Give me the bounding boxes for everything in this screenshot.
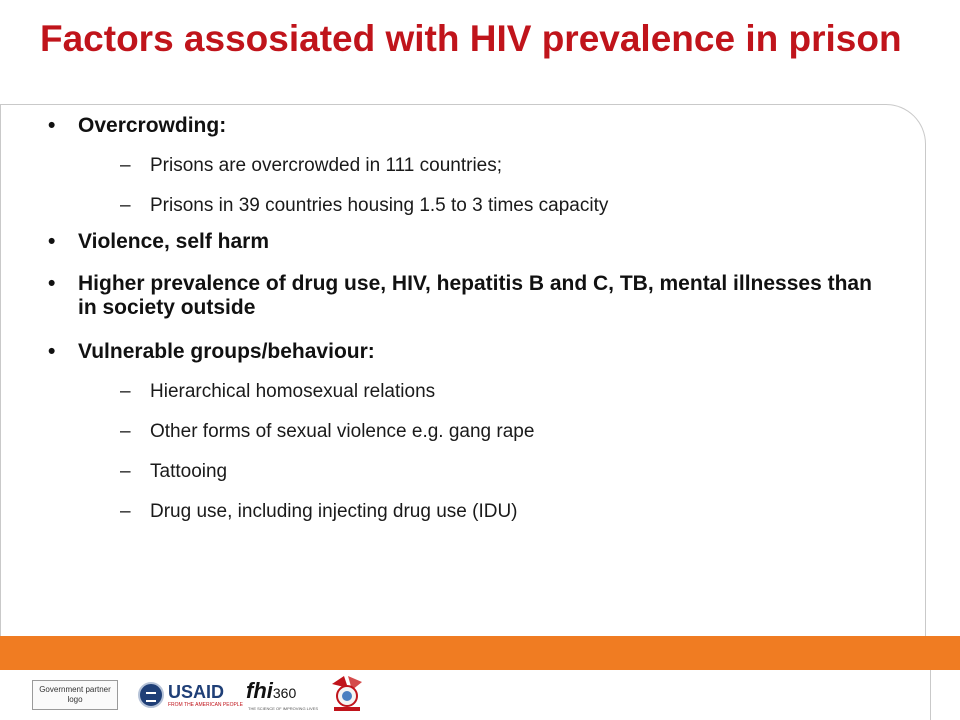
footer-divider (930, 670, 931, 720)
dash: – (120, 501, 131, 522)
bullet-text: Vulnerable groups/behaviour: (78, 340, 375, 363)
fhi-letters: fhi (246, 678, 273, 703)
sub-item-text: Prisons in 39 countries housing 1.5 to 3 times capacity (150, 195, 609, 216)
sub-list-vulnerable (78, 380, 878, 524)
sub-item-text: Tattooing (150, 461, 228, 482)
sub-item (78, 420, 878, 444)
sub-item (78, 380, 878, 404)
partner-emblem-icon (328, 674, 366, 714)
bullet-violence (48, 230, 878, 254)
fhi-number: 360 (272, 685, 297, 701)
dash: – (120, 155, 131, 176)
fhi360-logo (246, 678, 319, 714)
bullet-dot: • (48, 340, 56, 363)
footer-band (0, 636, 960, 670)
sub-item (78, 194, 878, 218)
usaid-wordmark: USAID (168, 682, 225, 702)
bullet-text: Violence, self harm (78, 230, 270, 253)
fhi-wordmark (246, 678, 296, 704)
usaid-tagline: FROM THE AMERICAN PEOPLE (168, 702, 243, 708)
fhi-tagline: THE SCIENCE OF IMPROVING LIVES (248, 706, 319, 711)
slide-title: Factors assosiated with HIV prevalence in prison (40, 18, 902, 59)
sub-list-overcrowding (78, 154, 878, 218)
sub-item-text: Drug use, including injecting drug use (IDU) (150, 501, 518, 522)
dash: – (120, 461, 131, 482)
bullet-text: Higher prevalence of drug use, HIV, hepatitis B and C, TB, mental illnesses than in society outside (78, 272, 872, 319)
bullet-text: Overcrowding: (78, 114, 227, 137)
usaid-logo (138, 678, 243, 714)
bullet-dot: • (48, 272, 56, 295)
sub-item-text: Other forms of sexual violence e.g. gang rape (150, 421, 535, 442)
dash: – (120, 195, 131, 216)
sub-item (78, 500, 878, 524)
dash: – (120, 381, 131, 402)
bullet-list (48, 114, 878, 536)
sub-item (78, 460, 878, 484)
bullet-dot: • (48, 114, 56, 137)
bullet-overcrowding (48, 114, 878, 218)
bullet-higher-prevalence (48, 272, 878, 320)
usaid-seal-icon (138, 682, 164, 708)
sub-item-text: Hierarchical homosexual relations (150, 381, 436, 402)
bullet-vulnerable-groups (48, 340, 878, 524)
sub-item (78, 154, 878, 178)
government-partner-logo: Government partner logo (32, 680, 118, 710)
dash: – (120, 421, 131, 442)
sub-item-text: Prisons are overcrowded in 111 countries; (150, 155, 503, 176)
bullet-dot: • (48, 230, 56, 253)
